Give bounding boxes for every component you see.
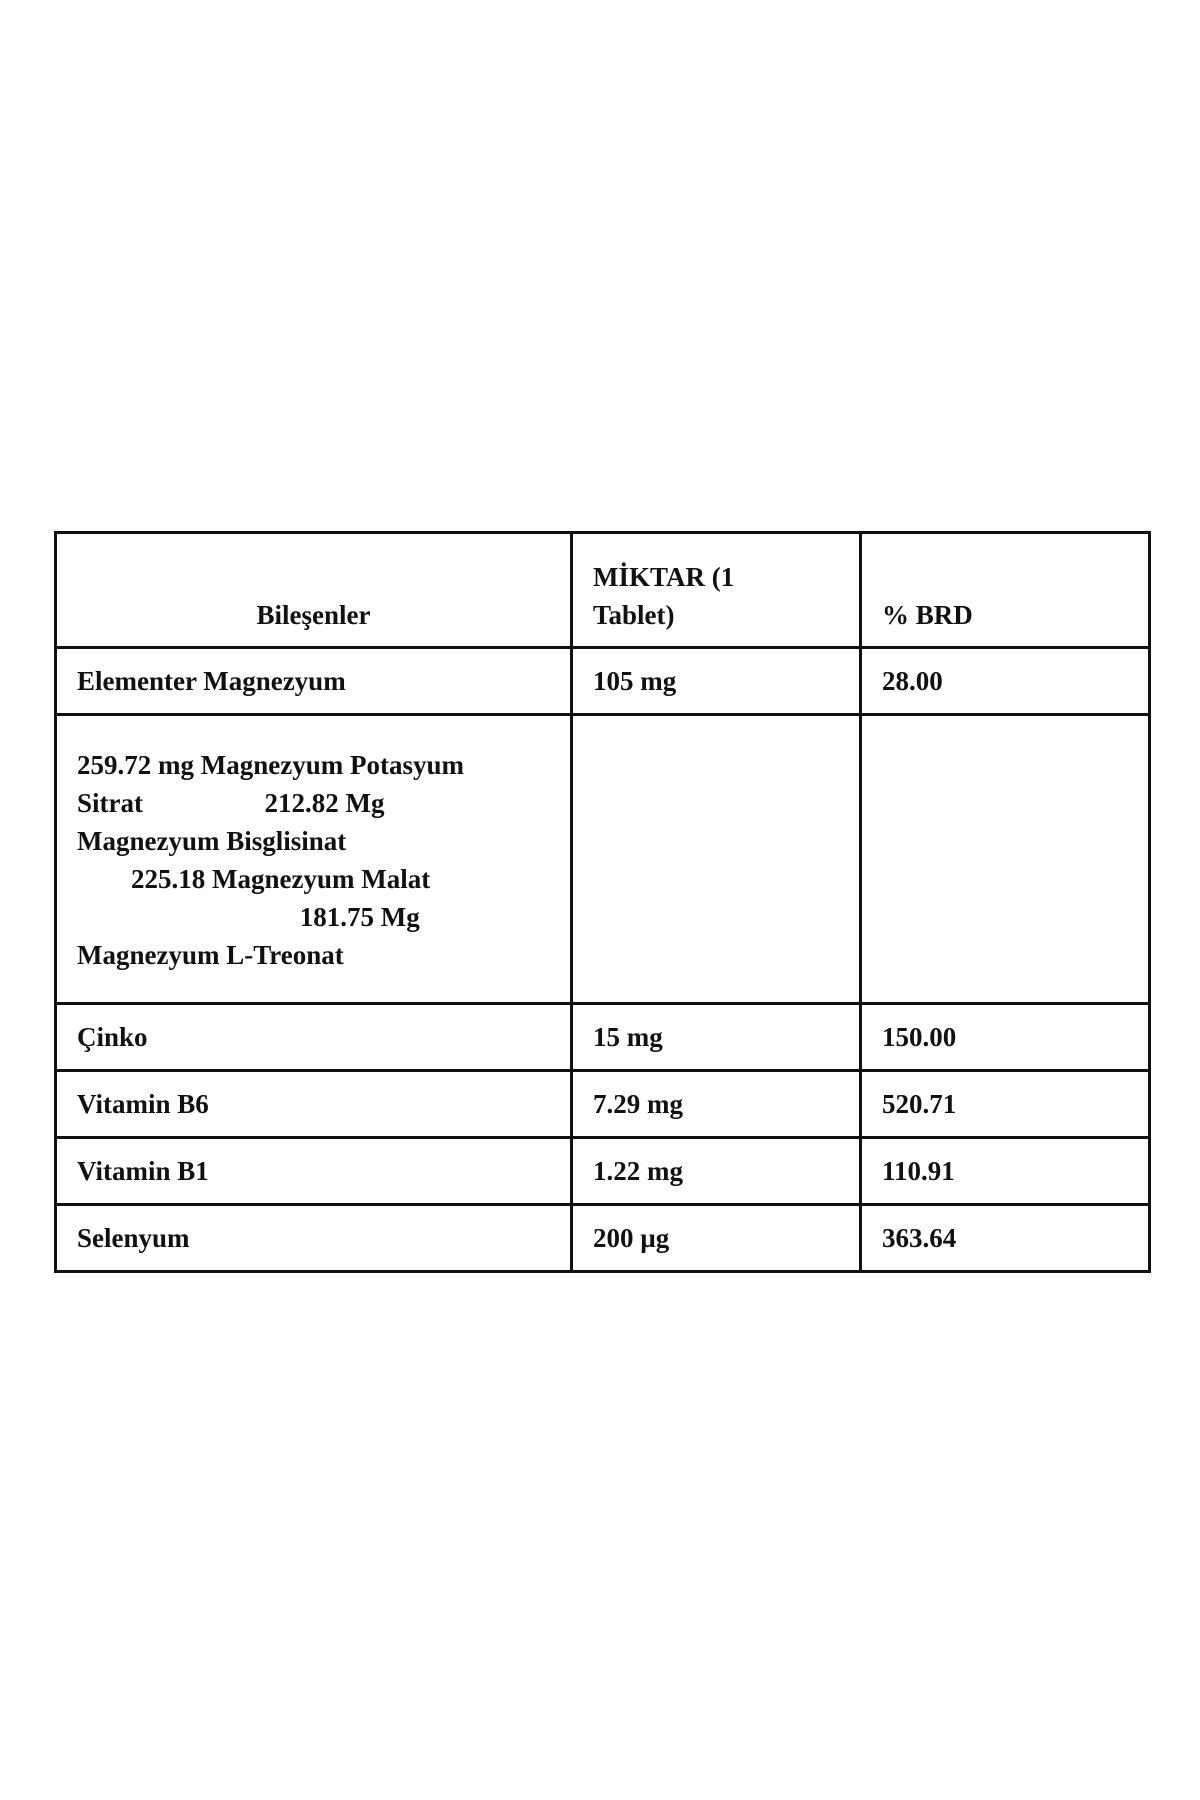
rdi-cell: 150.00 — [861, 1004, 1150, 1071]
table-row — [56, 1004, 1150, 1071]
amount-cell: 200 µg — [572, 1205, 861, 1272]
magnesium-source-line: Sitrat 212.82 Mg — [77, 788, 385, 818]
amount-cell: 105 mg — [572, 648, 861, 715]
header-ingredients: Bileşenler — [56, 533, 572, 648]
supplement-facts-table — [54, 531, 1151, 1273]
table-row — [56, 648, 1150, 715]
magnesium-source-line: 225.18 Magnezyum Malat — [77, 864, 431, 894]
table-row — [56, 1205, 1150, 1272]
header-amount — [572, 533, 861, 648]
header-rdi: % BRD — [861, 533, 1150, 648]
magnesium-source-line: Magnezyum Bisglisinat — [77, 826, 347, 856]
rdi-cell: 520.71 — [861, 1071, 1150, 1138]
table-row — [56, 1071, 1150, 1138]
ingredient-cell: Vitamin B1 — [56, 1138, 572, 1205]
rdi-cell: 363.64 — [861, 1205, 1150, 1272]
table-row — [56, 1138, 1150, 1205]
table-header-row — [56, 533, 1150, 648]
ingredient-cell: Vitamin B6 — [56, 1071, 572, 1138]
amount-cell: 7.29 mg — [572, 1071, 861, 1138]
amount-cell: 1.22 mg — [572, 1138, 861, 1205]
ingredient-cell: Elementer Magnezyum — [56, 648, 572, 715]
amount-cell: 15 mg — [572, 1004, 861, 1071]
header-amount-line-1: MİKTAR (1 — [593, 562, 735, 592]
magnesium-source-line: 259.72 mg Magnezyum Potasyum — [77, 750, 464, 780]
rdi-cell: 110.91 — [861, 1138, 1150, 1205]
empty-amount-cell — [572, 715, 861, 1004]
magnesium-sources-cell — [56, 715, 572, 1004]
magnesium-source-line: 181.75 Mg — [77, 902, 420, 932]
ingredient-cell: Selenyum — [56, 1205, 572, 1272]
supplement-facts-table-wrapper — [54, 531, 1148, 1273]
empty-rdi-cell — [861, 715, 1150, 1004]
magnesium-sources-row — [56, 715, 1150, 1004]
ingredient-cell: Çinko — [56, 1004, 572, 1071]
header-amount-line-2: Tablet) — [593, 600, 675, 630]
magnesium-source-line: Magnezyum L-Treonat — [77, 940, 344, 970]
rdi-cell: 28.00 — [861, 648, 1150, 715]
